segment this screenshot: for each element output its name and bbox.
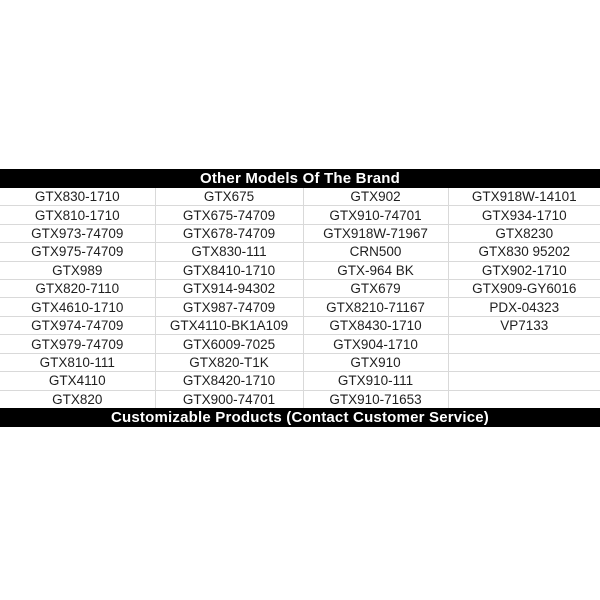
- model-cell: GTX914-94302: [155, 280, 303, 298]
- model-cell: GTX934-1710: [448, 206, 600, 224]
- model-cell: GTX675: [155, 188, 303, 206]
- model-cell: GTX909-GY6016: [448, 280, 600, 298]
- model-cell: GTX902-1710: [448, 261, 600, 279]
- model-cell: GTX4110-BK1A109: [155, 316, 303, 334]
- models-table: [0, 188, 600, 408]
- table-footer-bar: [0, 408, 600, 427]
- table-row: [0, 316, 600, 334]
- table-row: [0, 224, 600, 242]
- model-cell: GTX8430-1710: [303, 316, 448, 334]
- model-cell: GTX8410-1710: [155, 261, 303, 279]
- table-row: [0, 206, 600, 224]
- model-cell: GTX820: [0, 390, 155, 408]
- model-cell: GTX6009-7025: [155, 335, 303, 353]
- model-cell: VP7133: [448, 316, 600, 334]
- table-row: [0, 372, 600, 390]
- model-cell: GTX4110: [0, 372, 155, 390]
- model-cell: PDX-04323: [448, 298, 600, 316]
- table-row: [0, 353, 600, 371]
- model-cell: GTX910-71653: [303, 390, 448, 408]
- model-cell: GTX830-111: [155, 243, 303, 261]
- table-row: [0, 335, 600, 353]
- model-cell: GTX810-1710: [0, 206, 155, 224]
- model-cell: [448, 353, 600, 371]
- model-cell: GTX810-111: [0, 353, 155, 371]
- model-cell: GTX904-1710: [303, 335, 448, 353]
- model-cell: GTX820-7110: [0, 280, 155, 298]
- table-header-bar: [0, 169, 600, 188]
- model-cell: GTX4610-1710: [0, 298, 155, 316]
- table-row: [0, 298, 600, 316]
- model-cell: GTX989: [0, 261, 155, 279]
- model-cell: GTX678-74709: [155, 224, 303, 242]
- model-cell: GTX8230: [448, 224, 600, 242]
- table-row: [0, 188, 600, 206]
- model-cell: GTX830 95202: [448, 243, 600, 261]
- table-row: [0, 243, 600, 261]
- table-row: [0, 390, 600, 408]
- model-cell: GTX918W-14101: [448, 188, 600, 206]
- model-cell: GTX675-74709: [155, 206, 303, 224]
- table-footer-title: Customizable Products (Contact Customer Service): [110, 409, 489, 426]
- model-cell: [448, 335, 600, 353]
- table-row: [0, 261, 600, 279]
- model-cell: GTX830-1710: [0, 188, 155, 206]
- model-cell: GTX975-74709: [0, 243, 155, 261]
- model-cell: GTX-964 BK: [303, 261, 448, 279]
- model-cell: GTX902: [303, 188, 448, 206]
- model-cell: CRN500: [303, 243, 448, 261]
- model-cell: [448, 390, 600, 408]
- model-cell: GTX820-T1K: [155, 353, 303, 371]
- model-cell: GTX910-74701: [303, 206, 448, 224]
- model-cell: GTX679: [303, 280, 448, 298]
- model-cell: GTX8420-1710: [155, 372, 303, 390]
- model-cell: GTX974-74709: [0, 316, 155, 334]
- model-cell: GTX987-74709: [155, 298, 303, 316]
- model-cell: GTX8210-71167: [303, 298, 448, 316]
- model-cell: GTX910: [303, 353, 448, 371]
- model-cell: [448, 372, 600, 390]
- table-row: [0, 280, 600, 298]
- model-cell: GTX979-74709: [0, 335, 155, 353]
- model-cell: GTX973-74709: [0, 224, 155, 242]
- model-cell: GTX918W-71967: [303, 224, 448, 242]
- model-cell: GTX910-111: [303, 372, 448, 390]
- model-cell: GTX900-74701: [155, 390, 303, 408]
- table-header-title: Other Models Of The Brand: [199, 170, 400, 187]
